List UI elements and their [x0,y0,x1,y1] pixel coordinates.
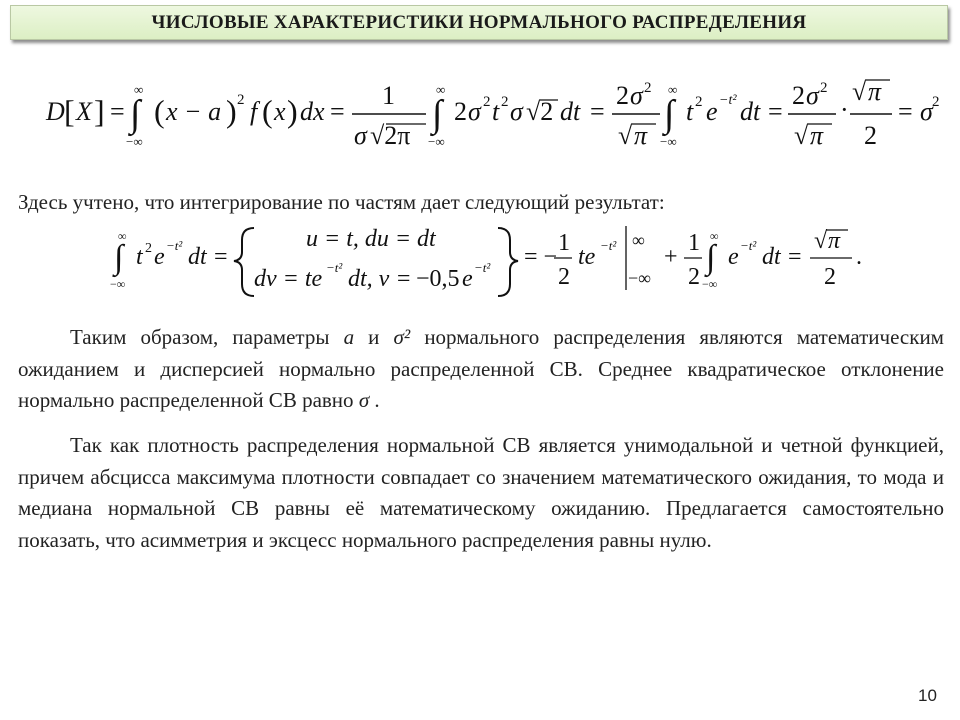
svg-text:[: [ [64,93,75,129]
svg-text:2: 2 [145,241,152,256]
svg-text:2: 2 [616,81,629,110]
svg-text:x: x [274,97,286,126]
svg-text:σ: σ [630,81,643,110]
svg-text:σ: σ [920,97,933,126]
svg-text:=: = [788,244,802,270]
svg-text:=: = [898,97,913,126]
svg-text:+: + [664,244,678,270]
variance-formula [40,70,940,170]
svg-text:=: = [768,97,783,126]
p1-text-and: и [354,325,394,349]
svg-text:√: √ [618,121,633,150]
svg-text:σ: σ [468,97,481,126]
svg-text:∞: ∞ [118,229,127,243]
svg-text:1: 1 [688,230,700,256]
svg-text:∞: ∞ [710,229,719,243]
svg-text:t: t [686,97,694,126]
svg-text:=: = [110,97,125,126]
svg-text:): ) [287,93,298,129]
p1-symbol-sigma2: σ² [393,325,411,349]
svg-text:·: · [840,95,849,124]
paragraph-mode-median [18,430,944,556]
svg-text:√: √ [794,121,809,150]
svg-text:−∞: −∞ [110,277,126,291]
svg-text:2: 2 [932,94,940,110]
svg-text:e: e [154,244,165,270]
svg-text:∞: ∞ [632,230,645,250]
svg-text:∫: ∫ [130,93,141,135]
by-parts-formula-svg [110,222,870,300]
svg-text:2: 2 [820,80,828,96]
svg-text:∫: ∫ [114,239,124,276]
svg-text:2: 2 [695,94,703,110]
svg-text:−∞: −∞ [702,277,718,291]
svg-text:]: ] [94,93,105,129]
svg-text:−∞: −∞ [428,134,445,149]
svg-text:): ) [226,93,237,129]
page-number: 10 [918,686,937,705]
p1-text-end: . [369,388,380,412]
svg-text:−t²: −t² [326,260,343,275]
svg-text:√2: √2 [526,97,554,126]
svg-text:−∞: −∞ [628,268,651,288]
svg-text:π: π [810,121,824,150]
svg-text:−t²: −t² [740,238,757,253]
svg-text:=: = [330,97,345,126]
svg-text:dx: dx [300,97,325,126]
svg-text:∞: ∞ [134,82,144,97]
svg-text:dt: dt [560,97,581,126]
svg-text:−t²: −t² [474,260,491,275]
svg-text:∞: ∞ [436,82,446,97]
svg-text:f: f [250,97,258,126]
svg-text:2: 2 [792,81,805,110]
svg-text:e: e [706,97,718,126]
by-parts-note: Здесь учтено, что интегрирование по частям дает следующий результат: [18,190,665,214]
p1-text-after: нормального распределения являются математическим ожиданием и дисперсией нормально распределенной СВ. Среднее квадратическое отклонение нормально распределенной СВ равно [18,325,944,412]
svg-text:π: π [868,77,882,106]
p1-symbol-a: a [343,325,355,349]
variance-formula-svg [40,70,940,170]
svg-text:D: D [46,97,65,126]
svg-text:t: t [492,97,500,126]
slide-title: ЧИСЛОВЫЕ ХАРАКТЕРИСТИКИ НОРМАЛЬНОГО РАСПРЕДЕЛЕНИЯ [10,5,948,40]
svg-text:−t²: −t² [600,238,617,253]
svg-text:√: √ [852,77,867,106]
svg-text:(: ( [262,93,273,129]
svg-text:∞: ∞ [668,82,678,97]
svg-text:2: 2 [237,92,245,108]
svg-text:2: 2 [454,97,467,126]
svg-text:∫: ∫ [432,93,443,135]
svg-text:X: X [76,97,92,126]
svg-text:π: π [634,121,648,150]
p2-text: Так как плотность распределения нормальной СВ является унимодальной и четной функцией, причем абсцисса максимума плотности совпадает со значением математического ожидания, то мода и медиана нормальной СВ равны её математическому ожиданию. Предлагается самостоятельно показать, что асимметрия и эксцесс нормального распределения равны нулю. [18,433,944,552]
paragraph-parameters [18,322,944,417]
svg-text:1: 1 [558,230,570,256]
svg-text:dv = te: dv = te [254,266,323,292]
svg-text:e: e [728,244,739,270]
svg-text:2: 2 [483,94,491,110]
svg-text:t: t [136,244,143,270]
svg-text:√: √ [814,228,828,254]
svg-text:(: ( [154,93,165,129]
svg-text:1: 1 [382,81,395,110]
svg-text:2: 2 [644,80,652,96]
svg-text:=: = [214,244,228,270]
svg-text:2: 2 [558,264,570,290]
p1-text-a: Таким образом, параметры [70,325,344,349]
svg-text:√2π: √2π [370,121,411,150]
svg-text:−0,5: −0,5 [416,266,460,292]
svg-text:σ: σ [510,97,523,126]
svg-text:dt, v =: dt, v = [348,266,412,292]
svg-text:2: 2 [688,264,700,290]
svg-text:= −: = − [524,244,558,270]
svg-text:σ: σ [354,121,367,150]
svg-text:−∞: −∞ [126,134,143,149]
svg-text:dt: dt [762,244,781,270]
svg-text:dt: dt [740,97,761,126]
svg-text:2: 2 [501,94,509,110]
svg-text:te: te [578,244,596,270]
svg-text:∫: ∫ [664,93,675,135]
p1-symbol-sigma: σ [358,388,370,412]
svg-text:σ: σ [806,81,819,110]
svg-text:=: = [590,97,605,126]
svg-text:e: e [462,266,473,292]
svg-text:−t²: −t² [166,238,183,253]
svg-text:x − a: x − a [166,97,222,126]
svg-text:u = t, du = dt: u = t, du = dt [306,226,436,252]
svg-text:π: π [828,228,841,254]
svg-text:∫: ∫ [706,239,716,276]
svg-text:2: 2 [864,121,877,150]
svg-text:.: . [856,244,862,270]
by-parts-formula [110,222,870,300]
svg-text:dt: dt [188,244,207,270]
svg-text:−∞: −∞ [660,134,677,149]
svg-text:2: 2 [824,264,836,290]
svg-text:−t²: −t² [719,93,737,108]
